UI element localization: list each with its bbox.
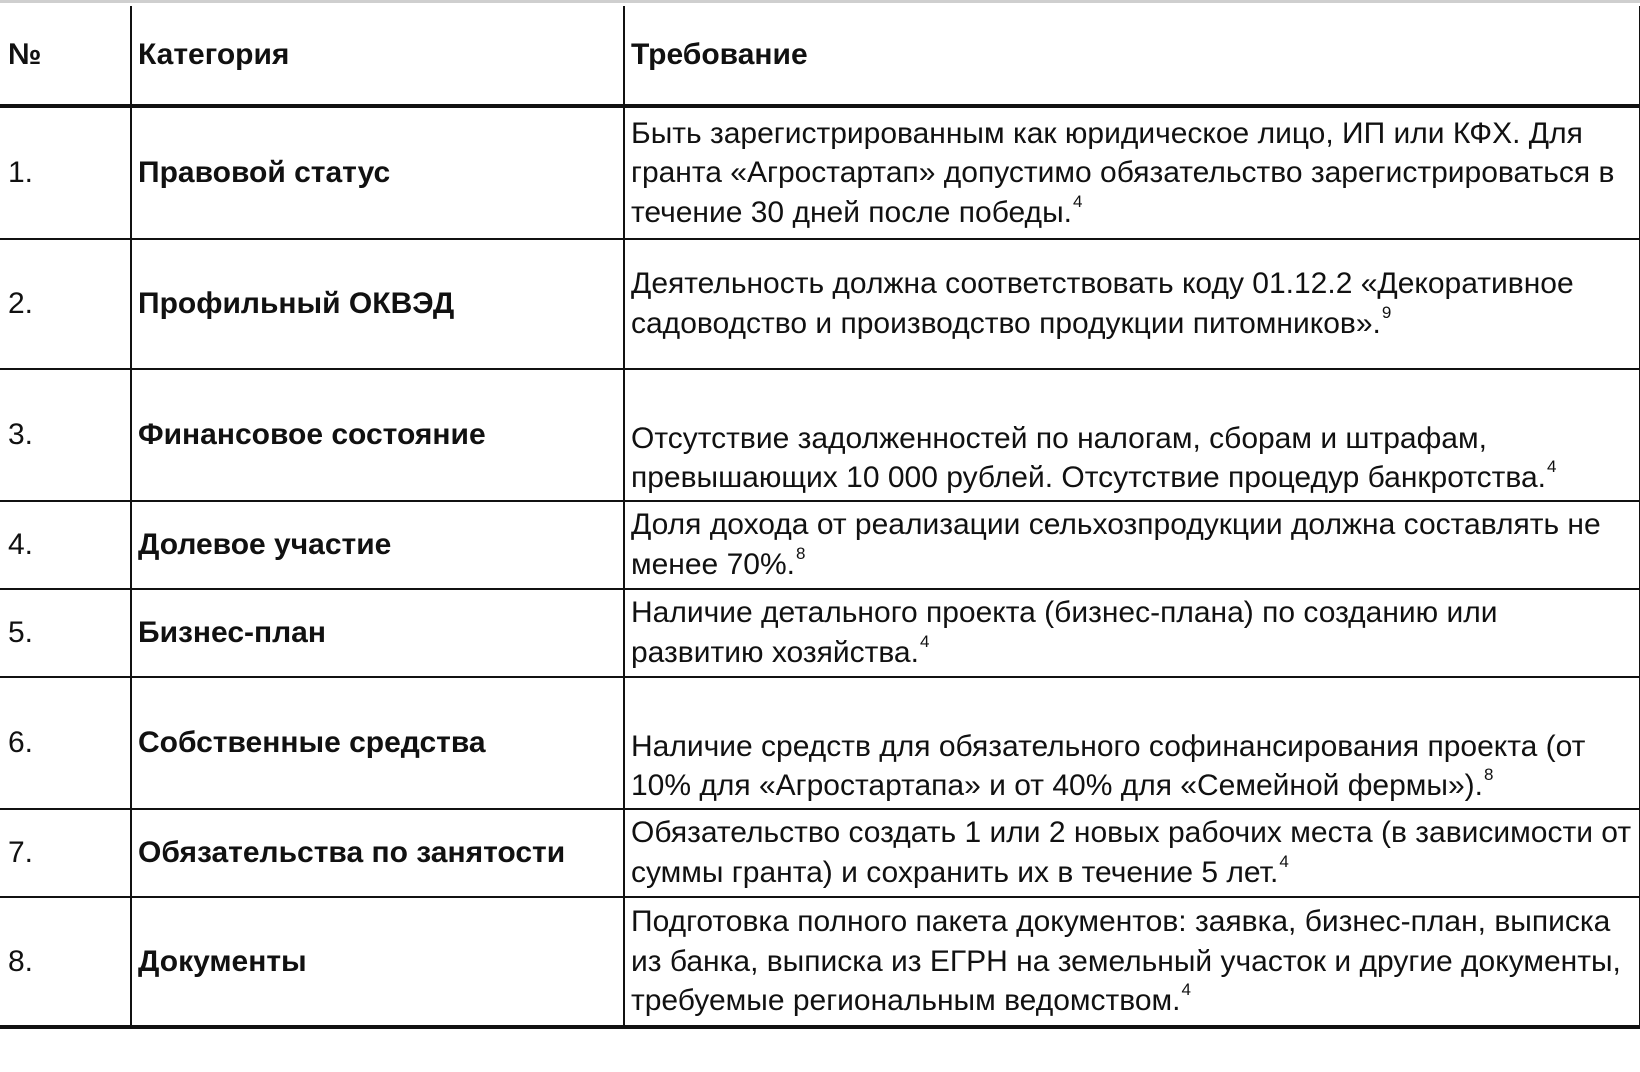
row-number: 5. (0, 589, 131, 677)
header-requirement: Требование (624, 6, 1640, 106)
requirement-text: Обязательство создать 1 или 2 новых рабочих места (в зависимости от суммы гранта) и сохранить их в течение 5 лет. (631, 816, 1632, 889)
row-number: 7. (0, 809, 131, 897)
row-requirement (624, 106, 1640, 239)
footnote-ref: 8 (1483, 765, 1494, 785)
requirement-text: Доля дохода от реализации сельхозпродукции должна составлять не менее 70%. (631, 508, 1601, 581)
row-category: Долевое участие (131, 501, 624, 589)
requirement-text: Наличие средств для обязательного софинансирования проекта (от 10% для «Агростартапа» и от 40% для «Семейной фермы»). (631, 729, 1586, 803)
footnote-ref: 4 (1279, 852, 1289, 871)
table-row (0, 239, 1640, 369)
requirement-text: Быть зарегистрированным как юридическое лицо, ИП или КФХ. Для гранта «Агростартап» допустимо обязательство зарегистрироваться в течение 30 дней после победы. (631, 116, 1615, 229)
header-row (0, 6, 1640, 106)
footnote-ref: 9 (1381, 303, 1392, 322)
footnote-ref: 4 (1547, 457, 1557, 477)
requirements-table (0, 6, 1640, 1029)
row-category: Документы (131, 897, 624, 1027)
row-number: 1. (0, 106, 131, 239)
row-number: 6. (0, 677, 131, 809)
footnote-ref: 4 (919, 632, 930, 651)
requirement-text: Наличие детального проекта (бизнес-плана) по созданию или развитию хозяйства. (631, 596, 1498, 669)
header-category: Категория (131, 6, 624, 106)
footnote-ref: 4 (1072, 191, 1083, 211)
footnote-ref: 8 (795, 544, 806, 563)
table-row (0, 501, 1640, 589)
row-category: Бизнес-план (131, 589, 624, 677)
row-category: Финансовое состояние (131, 369, 624, 501)
row-category: Профильный ОКВЭД (131, 239, 624, 369)
row-requirement (624, 501, 1640, 589)
requirement-text: Подготовка полного пакета документов: заявка, бизнес-план, выписка из банка, выписка из ЕГРН на земельный участок и другие документы, требуемые региональным ведомством. (631, 905, 1621, 1018)
row-requirement (624, 369, 1640, 501)
row-number: 2. (0, 239, 131, 369)
row-number: 8. (0, 897, 131, 1027)
row-requirement (624, 677, 1640, 809)
row-number: 4. (0, 501, 131, 589)
requirement-text: Деятельность должна соответствовать коду 01.12.2 «Декоративное садоводство и производство продукции питомников». (631, 267, 1574, 340)
row-category: Правовой статус (131, 106, 624, 239)
requirement-text: Отсутствие задолженностей по налогам, сборам и штрафам, превышающих 10 000 рублей. Отсутствие процедур банкротства. (631, 421, 1546, 495)
footnote-ref: 4 (1181, 980, 1191, 1000)
row-requirement (624, 809, 1640, 897)
table-body (0, 106, 1640, 1027)
table-row (0, 369, 1640, 501)
row-requirement (624, 589, 1640, 677)
table-row (0, 106, 1640, 239)
table-row (0, 677, 1640, 809)
row-number: 3. (0, 369, 131, 501)
table-row (0, 589, 1640, 677)
row-category: Обязательства по занятости (131, 809, 624, 897)
row-requirement (624, 897, 1640, 1027)
row-category: Собственные средства (131, 677, 624, 809)
row-requirement (624, 239, 1640, 369)
table-row (0, 809, 1640, 897)
table-header (0, 6, 1640, 106)
header-number: № (0, 6, 131, 106)
table-row (0, 897, 1640, 1027)
